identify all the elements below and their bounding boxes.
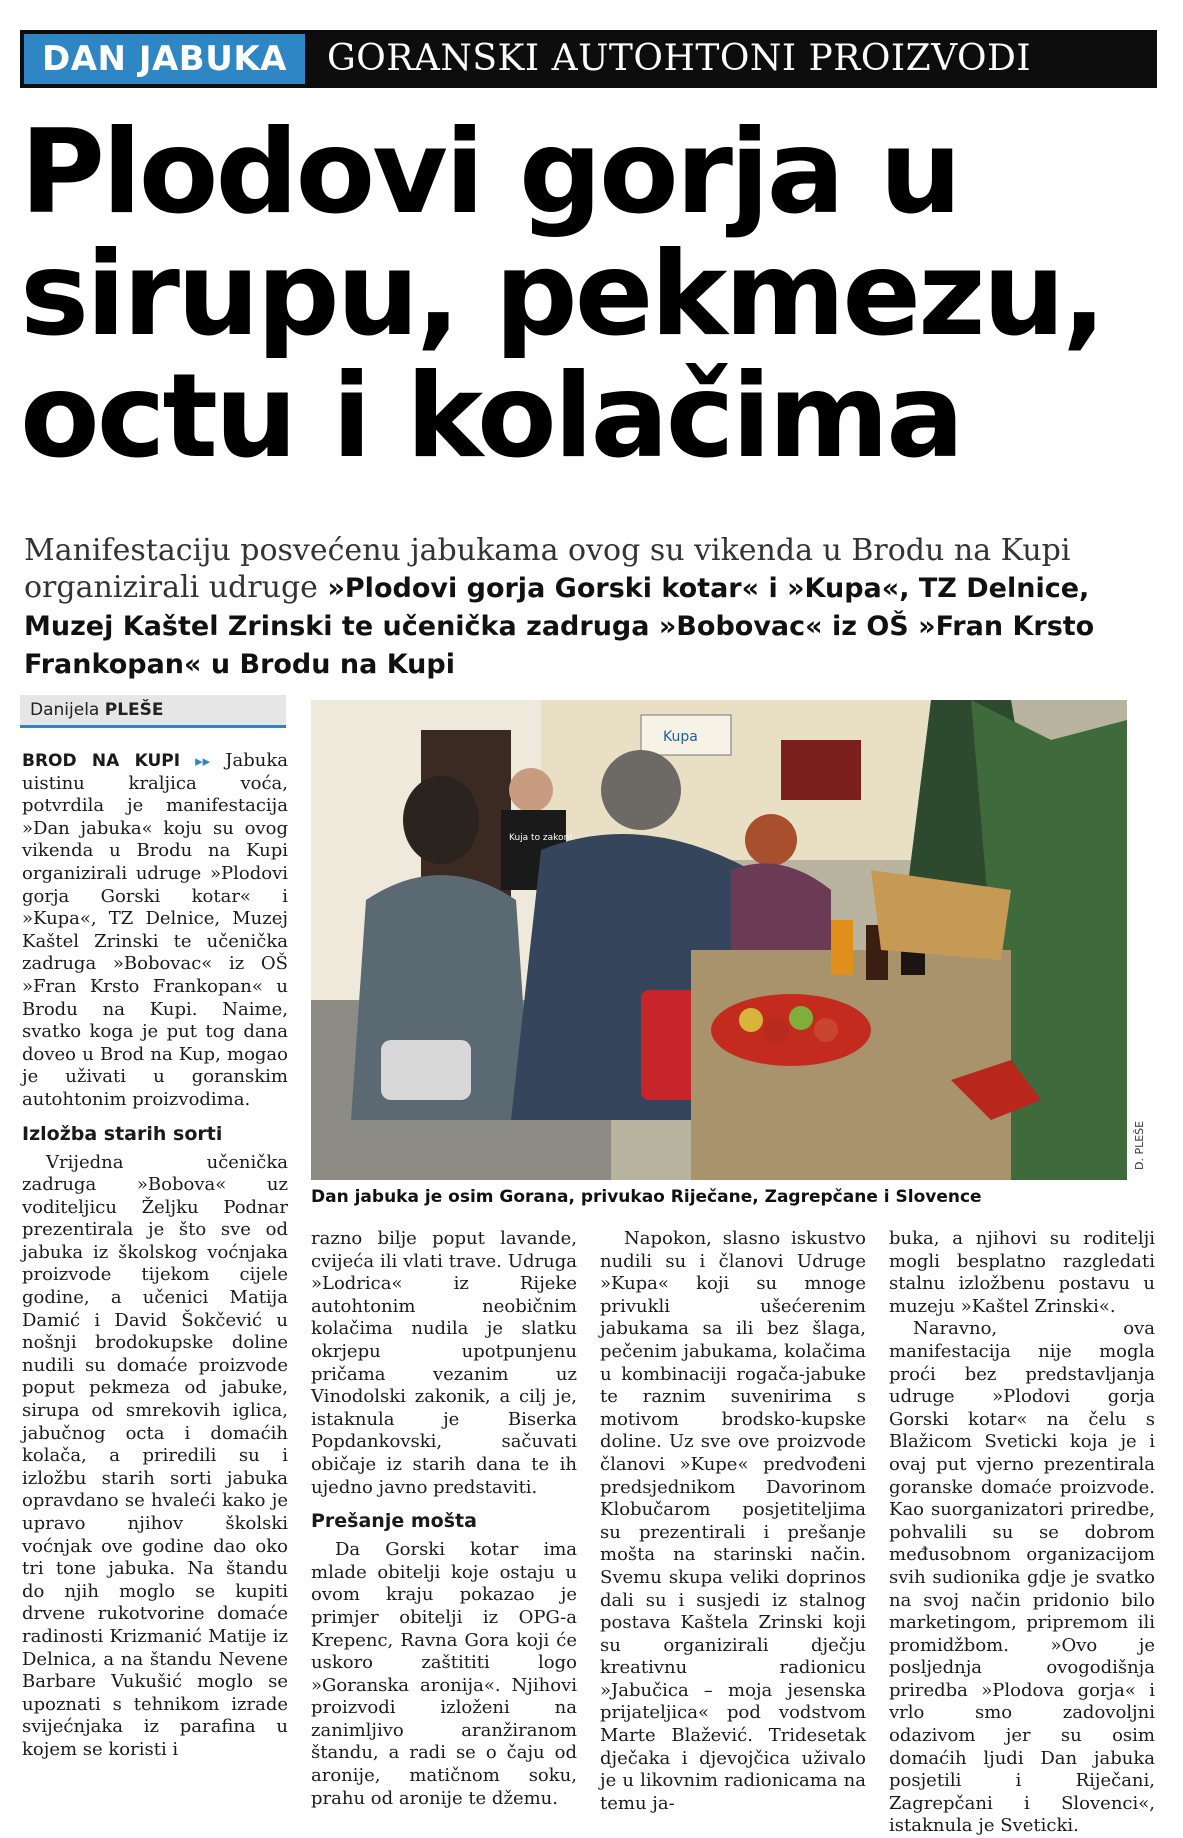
headline-line-2: sirupu, pekmezu,: [20, 227, 1104, 362]
column-3: [600, 1228, 866, 1815]
col2-paragraph-1: razno bilje poput lavande, cvijeća ili vlati trave. Udruga »Lodrica« iz Rijeke autohtonim neobičnim kolačima nudila je slatku okrjepu upotpunjenu pričama vezanim uz Vinodolski zakonik, a cilj je, istaknula je Biserka Popdankovski, sačuvati običaje iz starih dana te ih ujedno javno predstaviti.: [311, 1228, 577, 1498]
photo-sign-text: Kupa: [663, 729, 698, 745]
headline-line-3: octu i kolačima: [20, 349, 962, 484]
lead-bold: »Plodovi gorja Gorski kotar« i »Kupa«, TZ Delnice, Muzej Kaštel Zrinski te učenička zadruga »Bobovac« iz OŠ »Fran Krsto Frankopan« u Brodu na Kupi: [24, 573, 1095, 680]
section-kicker: DAN JABUKA: [24, 34, 305, 84]
dateline: BROD NA KUPI: [22, 751, 181, 771]
col3-paragraph-1: Napokon, slasno iskustvo nudili su i članovi Udruge »Kupa« koji su mnoge privukli ušećerenim jabukama sa ili bez šlaga, pečenim jabukama, kolačima u kombinaciji rogača-jabuke te raznim suvenirima s motivom brodsko-kupske doline. Uz sve ove proizvode članovi »Kupe« predvođeni predsjednikom Davorinom Klobučarom posjetiteljima su prezentirali i prešanje mošta na starinski način. Svemu skupa veliki doprinos dali su i susjedi iz stalnog postava Kaštela Zrinski koji su organizirali dječju kreativnu radionicu »Jabučica – moja jesenska prijateljica« pod vodstvom Marte Blažević. Tridesetak dječaka i djevojčica uživalo je u likovnim radionicama na temu ja-: [600, 1228, 866, 1814]
col1-text-1: Jabuka uistinu kraljica voća, potvrdila je manifestacija »Dan jabuka« koju su ovog vikenda u Brodu na Kupi organizirali udruge »Plodovi gorja Gorski kotar« i »Kupa«, TZ Delnice, Muzej Kaštel Zrinski te učenička zadruga »Bobovac« iz OŠ »Fran Krsto Frankopan« u Brodu na Kupi. Naime, svatko koga je put tog dana doveo u Brod na Kup, mogao je uživati u goranskim autohtonim proizvodima.: [22, 750, 288, 1110]
photo-credit: D. PLEŠE: [1133, 1120, 1146, 1170]
photo-caption: Dan jabuka je osim Gorana, privukao Riječane, Zagrepčane i Slovence: [311, 1187, 982, 1207]
author-first-name: Danijela: [30, 700, 100, 720]
column-2: [311, 1228, 577, 1810]
headline: [20, 105, 1165, 484]
section-header-bar: [20, 30, 1157, 88]
photo-shirt-text: Kuja to zakon!: [509, 833, 573, 843]
col1-paragraph-2: Vrijedna učenička zadruga »Bobova« uz voditeljicu Željku Podnar prezentirala je što sve od jabuka iz školskog voćnjaka proizvode tijekom cijele godine, a učenici Matija Damić i David Šokčević u nošnji brodokupske doline nudili su domaće proizvode poput pekmeza od jabuke, sirupa od smrekovih iglica, jabučnog octa i domaćih kolača, a priredili su i izložbu starih sorti jabuka opravdano se hvaleći kako je upravo njihov školski voćnjak ove godine dao oko tri tone jabuka. Na štandu do njih moglo se kupiti drvene rukotvorine domaće radinosti Krizmanić Matije iz Delnica, a na štandu Nevene Barbare Vukušić moglo se upoznati s tehnikom izrade svijećnjaka iz parafina u kojem se koristi i: [22, 1151, 288, 1760]
column-4: [889, 1228, 1155, 1838]
lead-paragraph: [24, 532, 1154, 683]
section-rubric: GORANSKI AUTOHTONI PROIZVODI: [326, 38, 1032, 79]
subhead-izlozba: Izložba starih sorti: [22, 1122, 223, 1145]
headline-line-1: Plodovi gorja u: [20, 105, 959, 240]
col1-paragraph-1: [22, 750, 288, 1112]
double-arrow-icon: ▸▸: [195, 752, 211, 770]
author-byline: [20, 695, 286, 728]
col4-paragraph-1: buka, a njihovi su roditelji mogli besplatno razgledati stalnu izložbenu postavu u muzeju »Kaštel Zrinski«.: [889, 1228, 1155, 1317]
subhead-presanje: Prešanje mošta: [311, 1510, 477, 1533]
col2-paragraph-2: Da Gorski kotar ima mlade obitelji koje ostaju u ovom kraju pokazao je primjer obitelji iz OPG-a Krepenc, Ravna Gora koji će uskoro zaštititi logo »Goranska aronija«. Njihovi proizvodi izloženi na zanimljivo aranžiranom štandu, a radi se o čaju od aronije, matičnom soku, prahu od aronije te džemu.: [311, 1539, 577, 1809]
column-1: [22, 750, 288, 1762]
author-last-name: PLEŠE: [104, 700, 164, 720]
col4-paragraph-2: Naravno, ova manifestacija nije mogla proći bez predstavljanja udruge »Plodovi gorja Gorski kotar« na čelu s Blažicom Sveticki koja je i ovaj put vjerno prezentirala goranske domaće proizvode. Kao suorganizatori priredbe, pohvalili su se dobrom međusobnom organizacijom svih sudionika gdje je svatko na svoj način pridonio bilo marketingom, pripremom ili promidžbom. »Ovo je posljednja ovogodišnja priredba »Plodova gorja« i vrlo smo zadovoljni odazivom jer su osim domaćih ljudi Dan jabuka posjetili i Riječani, Zagrepčani i Slovenci«, istaknula je Sveticki.: [889, 1318, 1155, 1837]
article-photo: [311, 700, 1127, 1180]
lead-plain: Manifestaciju posvećenu jabukama ovog su vikenda u Brodu na Kupi organizirali udruge: [24, 533, 1071, 605]
